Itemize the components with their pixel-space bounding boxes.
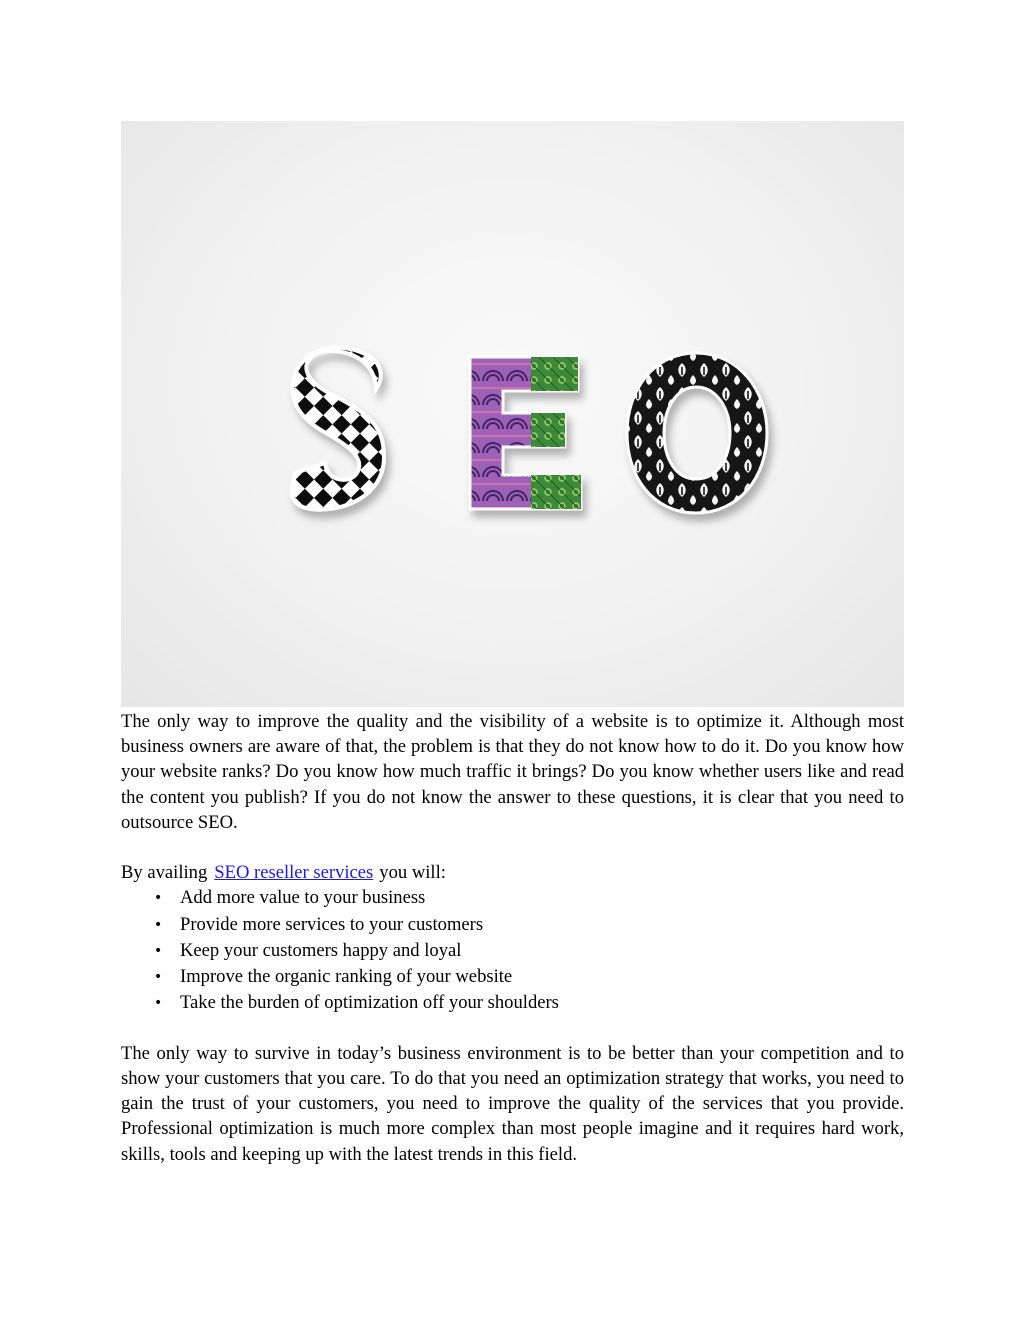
intro-after-text: you will:: [379, 862, 446, 884]
list-item: [121, 912, 904, 938]
bullet-icon: •: [154, 942, 163, 959]
services-intro-line: [121, 860, 904, 885]
bullet-icon: •: [154, 969, 163, 986]
list-item-text: Improve the organic ranking of your website: [180, 966, 513, 988]
list-item-text: Take the burden of optimization off your shoulders: [180, 992, 559, 1014]
list-item-text: Keep your customers happy and loyal: [180, 939, 462, 961]
paragraph-intro: The only way to improve the quality and the visibility of a website is to optimize it. Although most business owners are aware of that, the problem is that they do not know how to do it. Do you know how your website ranks? Do you know how much traffic it brings? Do you know whether users like and read the content you publish? If you do not know the answer to these questions, it is clear that you need to outsource SEO.: [121, 711, 904, 833]
seo-reseller-services-link[interactable]: SEO reseller services: [214, 862, 374, 884]
intro-before-text: By availing: [121, 862, 208, 884]
list-item-text: Add more value to your business: [180, 887, 426, 909]
bullet-icon: •: [154, 890, 163, 907]
paragraph-conclusion: The only way to survive in today’s business environment is to be better than your competition and to show your customers that you care. To do that you need an optimization strategy that works, you need to gain the trust of your customers, you need to improve the quality of the services that you provide. Professional optimization is much more complex than most people imagine and it requires hard work, skills, tools and keeping up with the latest trends in this field.: [121, 1042, 904, 1165]
letter-e-figure: [470, 357, 581, 509]
bullet-icon: •: [154, 995, 163, 1012]
article-body: [121, 709, 904, 1167]
seo-letters-photo: [121, 121, 904, 707]
seo-letters-illustration: [121, 121, 904, 707]
list-item: [121, 964, 904, 990]
letter-s-figure: [292, 348, 384, 510]
letter-o-figure: [627, 353, 767, 513]
benefits-list: [121, 885, 904, 1016]
bullet-icon: •: [154, 916, 163, 933]
list-item: [121, 938, 904, 964]
list-item: [121, 990, 904, 1016]
list-item: [121, 885, 904, 911]
list-item-text: Provide more services to your customers: [180, 913, 484, 935]
